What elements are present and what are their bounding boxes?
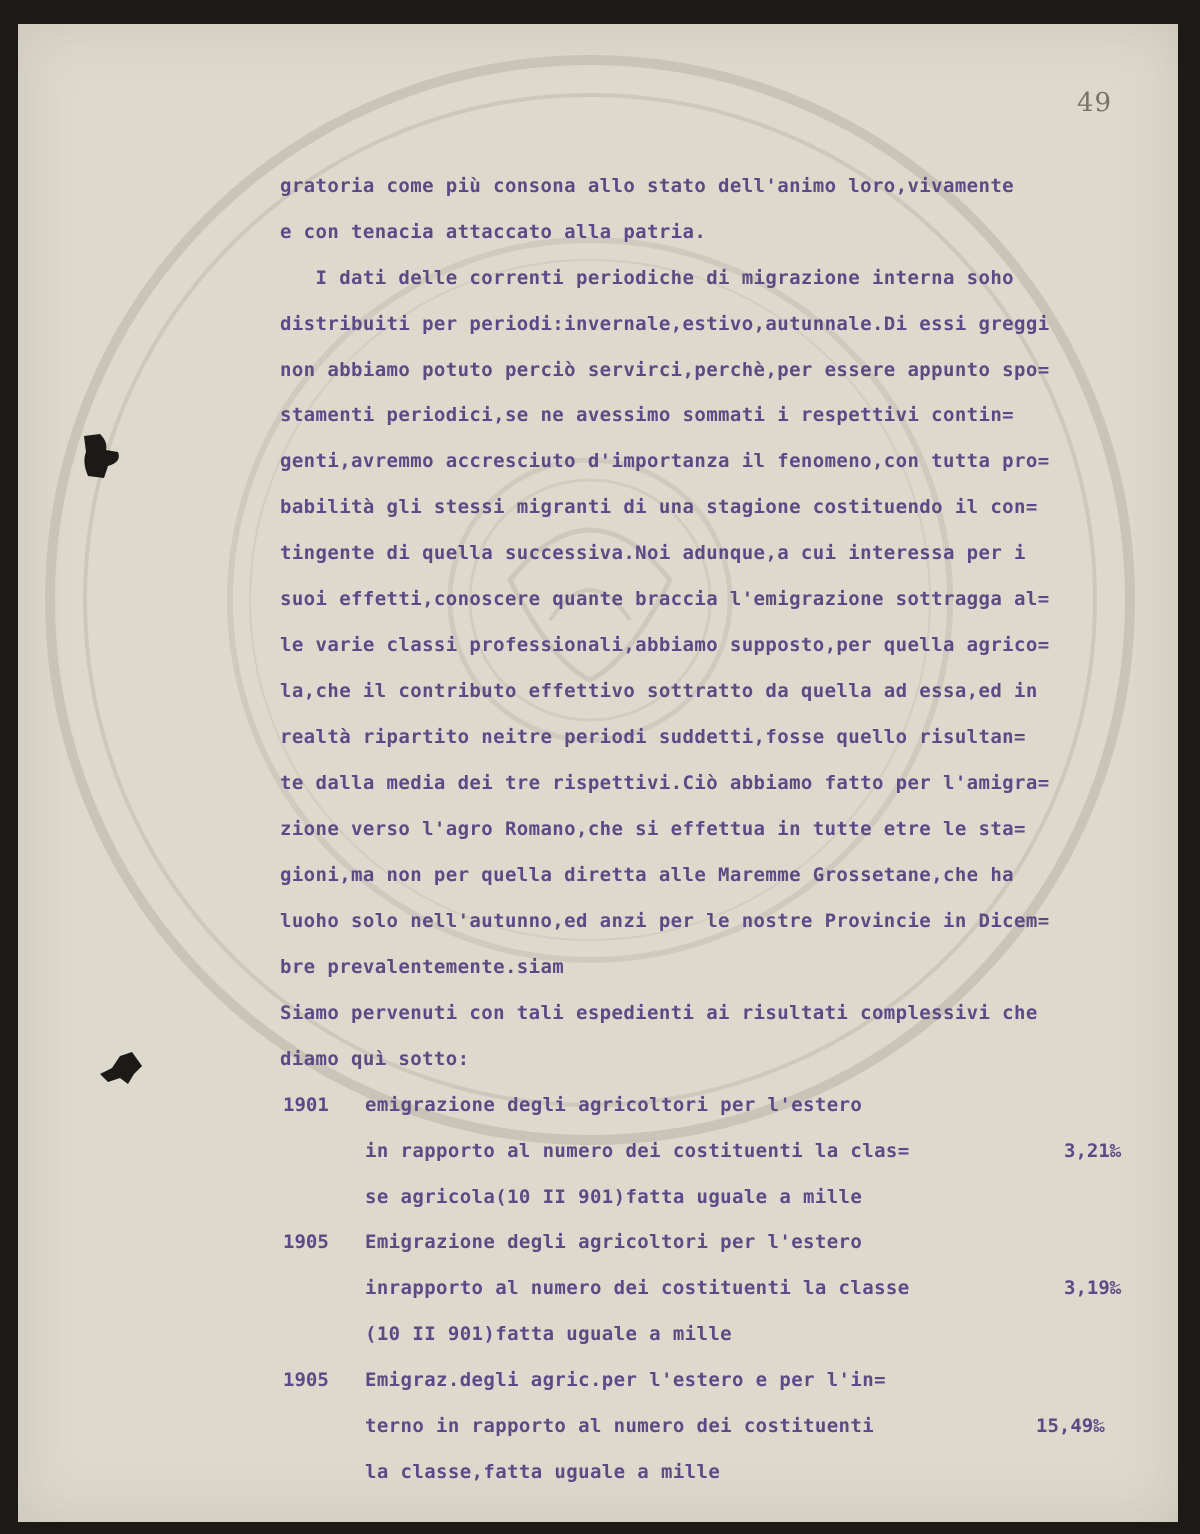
table-description-line: terno in rapporto al numero dei costituenti [365,1415,875,1437]
table-year: 1901 [283,1094,329,1116]
text-line: I dati delle correnti periodiche di migrazione interna soho [280,267,1015,289]
table-value: 15,49‰ [1036,1415,1105,1437]
text-line: realtà ripartito neitre periodi suddetti,fosse quello risultan= [280,726,1026,748]
table-description-line: inrapporto al numero dei costituenti la classe [365,1277,910,1299]
text-line: suoi effetti,conoscere quante braccia l'emigrazione sottragga al= [280,588,1050,610]
table-description-line: la classe,fatta uguale a mille [365,1461,721,1483]
text-line: distribuiti per periodi:invernale,estivo,autunnale.Di essi greggi [280,313,1050,335]
table-value: 3,19‰ [1064,1277,1122,1299]
page-number: 49 [1077,88,1113,118]
text-line: Siamo pervenuti con tali espedienti ai risultati complessivi che [280,1002,1038,1024]
table-description-line: (10 II 901)fatta uguale a mille [365,1323,733,1345]
text-line: e con tenacia attaccato alla patria. [280,221,707,243]
table-description-line: se agricola(10 II 901)fatta uguale a mille [365,1186,863,1208]
text-line: tingente di quella successiva.Noi adunque,a cui interessa per i [280,542,1026,564]
text-line: babilità gli stessi migranti di una stagione costituendo il con= [280,496,1038,518]
text-line: diamo quì sotto: [280,1048,470,1070]
table-description-line: in rapporto al numero dei costituenti la clas= [365,1140,910,1162]
text-line: genti,avremmo accresciuto d'importanza il fenomeno,con tutta pro= [280,450,1050,472]
text-line: le varie classi professionali,abbiamo supposto,per quella agrico= [280,634,1050,656]
text-line: gratoria come più consona allo stato dell'animo loro,vivamente [280,175,1015,197]
table-value: 3,21‰ [1064,1140,1122,1162]
table-description-line: Emigraz.degli agric.per l'estero e per l'in= [365,1369,886,1391]
text-line: non abbiamo potuto perciò servirci,perchè,per essere appunto spo= [280,359,1050,381]
text-line: la,che il contributo effettivo sottratto da quella ad essa,ed in [280,680,1038,702]
table-description-line: Emigrazione degli agricoltori per l'estero [365,1231,863,1253]
text-line: luoho solo nell'autunno,ed anzi per le nostre Provincie in Dicem= [280,910,1050,932]
text-line: zione verso l'agro Romano,che si effettua in tutte etre le sta= [280,818,1026,840]
text-line: stamenti periodici,se ne avessimo sommati i respettivi contin= [280,404,1015,426]
table-description-line: emigrazione degli agricoltori per l'estero [365,1094,863,1116]
text-line: gioni,ma non per quella diretta alle Maremme Grossetane,che ha [280,864,1015,886]
text-line: te dalla media dei tre rispettivi.Ciò abbiamo fatto per l'amigra= [280,772,1050,794]
table-year: 1905 [283,1231,329,1253]
text-line: bre prevalentemente.siam [280,956,565,978]
table-year: 1905 [283,1369,329,1391]
